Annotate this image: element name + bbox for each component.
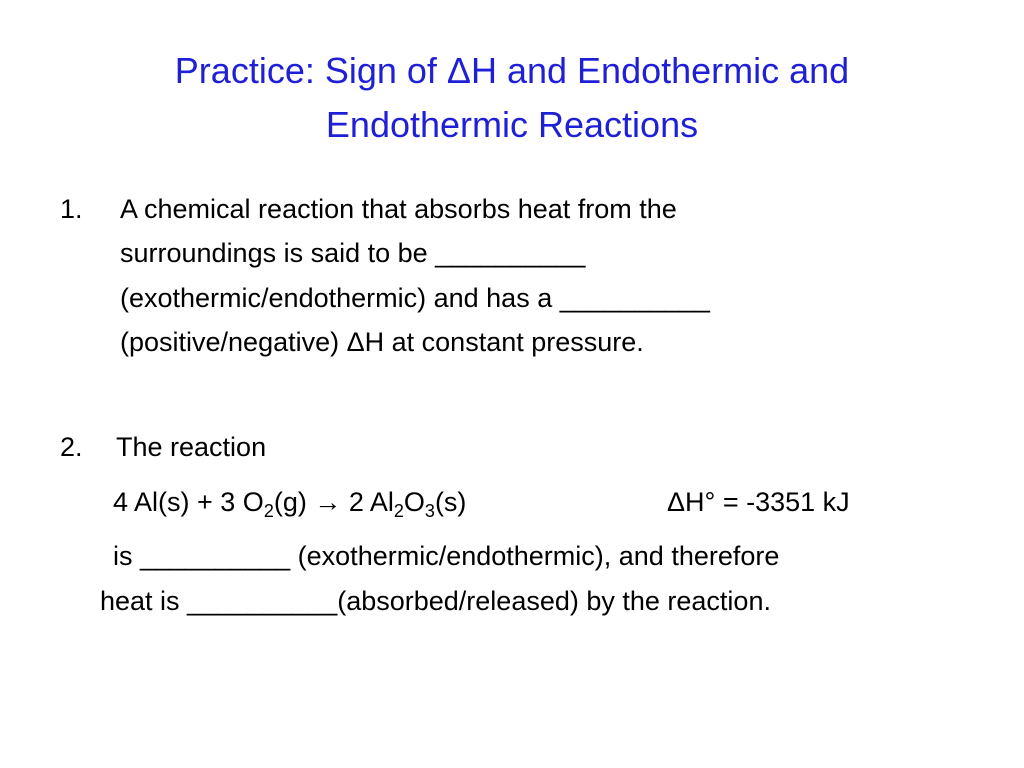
- equation-part-4: O: [403, 487, 425, 517]
- equation-part-3: 2 Al: [341, 487, 394, 517]
- question-1-line-1: A chemical reaction that absorbs heat from the: [120, 194, 677, 224]
- equation-sub-3: 3: [424, 501, 435, 521]
- question-1-line-4: (positive/negative) ΔH at constant pressure.: [120, 327, 644, 357]
- reaction-arrow-icon: →: [314, 487, 342, 517]
- enthalpy-value: ΔH° = -3351 kJ: [667, 487, 850, 517]
- slide-title: [60, 44, 964, 152]
- question-2-line-1: is __________ (exothermic/endothermic), and therefore: [113, 541, 780, 571]
- equation-part-5: (s): [434, 487, 467, 517]
- question-2-intro: The reaction: [116, 432, 267, 462]
- equation-sub-2: 2: [393, 501, 404, 521]
- question-1-line-3: (exothermic/endothermic) and has a __________: [120, 283, 710, 313]
- title-line-1: Practice: Sign of ΔH and Endothermic and: [174, 50, 850, 91]
- equation-part-2: (g): [273, 487, 307, 517]
- equation-sub-1: 2: [263, 501, 274, 521]
- question-2-number: 2.: [60, 432, 83, 462]
- question-1-line-2: surroundings is said to be __________: [120, 238, 586, 268]
- question-1-number: 1.: [60, 194, 83, 224]
- question-2-line-2: heat is __________(absorbed/released) by the reaction.: [100, 586, 771, 616]
- title-line-2: Endothermic Reactions: [325, 104, 699, 145]
- reaction-equation: [113, 480, 466, 524]
- equation-part-1: 4 Al(s) + 3 O: [113, 487, 264, 517]
